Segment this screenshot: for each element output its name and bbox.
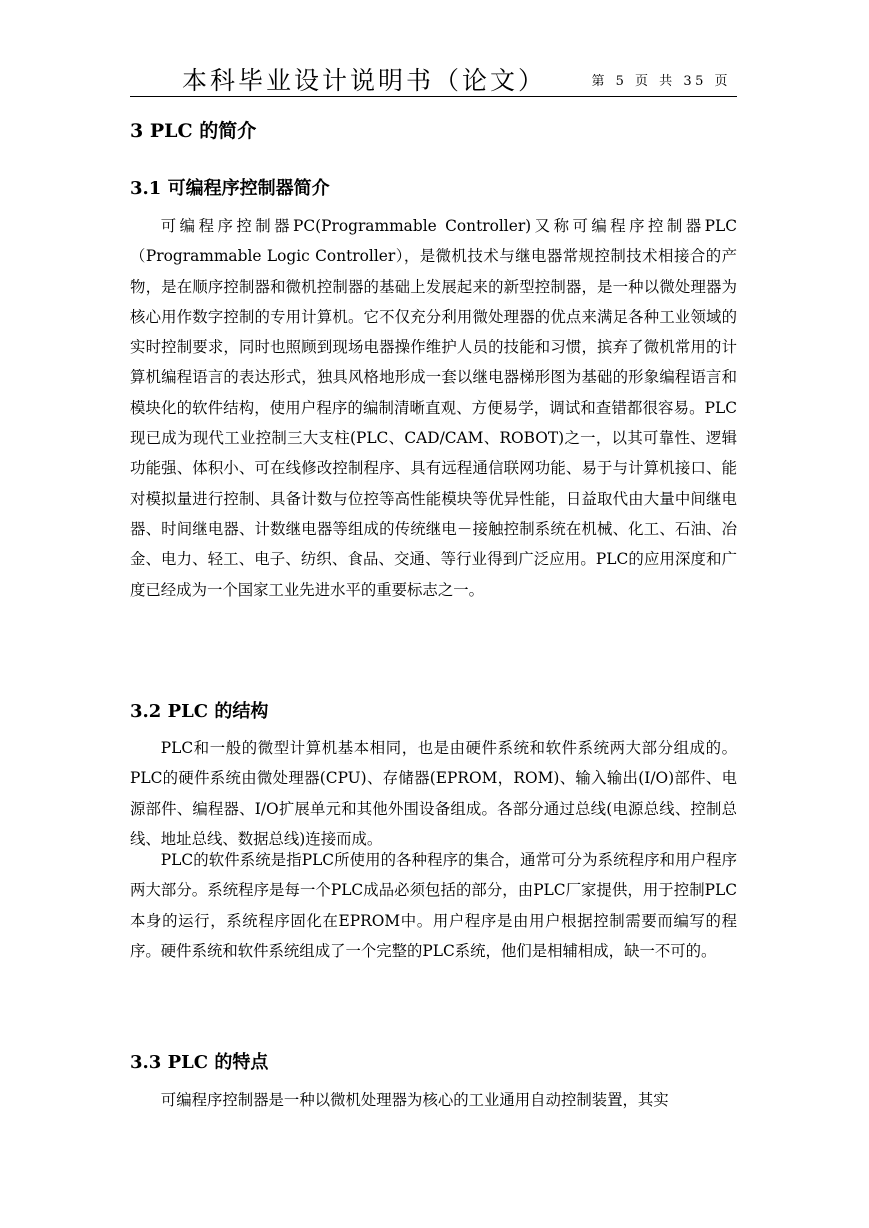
section-3-2-paragraph-2: PLC的软件系统是指PLC所使用的各种程序的集合，通常可分为系统程序和用户程序两大部分。系统程序是每一个PLC成品必须包括的部分，由PLC厂家提供，用于控制PLC本身的运行，系统程序固化在EPROM中。用户程序是由用户根据控制需要而编写的程序。硬件系统和软件系统组成了一个完整的PLC系统，他们是相辅相成，缺一不可的。 (130, 851, 737, 960)
section-3-heading: 3 PLC 的简介 (130, 120, 257, 142)
section-3-1-paragraph: 可编程序控制器PC(Programmable Controller)又称可编程序控制器PLC（Programmable Logic Controller），是微机技术与继电器常规控制技术相接合的产物，是在顺序控制器和微机控制器的基础上发展起来的新型控制器，是一种以微处理器为核心用作数字控制的专用计算机。它不仅充分利用微处理器的优点来满足各种工业领域的实时控制要求，同时也照顾到现场电器操作维护人员的技能和习惯，摈弃了微机常用的计算机编程语言的表达形式，独具风格地形成一套以继电器梯形图为基础的形象编程语言和模块化的软件结构，使用户程序的编制清晰直观、方便易学，调试和查错都很容易。PLC现已成为现代工业控制三大支柱(PLC、CAD/CAM、ROBOT)之一，以其可靠性、逻辑功能强、体积小、可在线修改控制程序、具有远程通信联网功能、易于与计算机接口、能对模拟量进行控制、具备计数与位控等高性能模块等优异性能，日益取代由大量中间继电器、时间继电器、计数继电器等组成的传统继电－接触控制系统在机械、化工、石油、冶金、电力、轻工、电子、纺织、食品、交通、等行业得到广泛应用。PLC的应用深度和广度已经成为一个国家工业先进水平的重要标志之一。 (130, 217, 737, 599)
section-3-3-paragraph: 可编程序控制器是一种以微机处理器为核心的工业通用自动控制装置，其实 (160, 1091, 669, 1109)
document-title: 本科毕业设计说明书（论文） (182, 66, 547, 95)
page-number: 第 5 页 共 35 页 (591, 74, 731, 89)
page-header (130, 58, 737, 97)
section-3-2-paragraph-1: PLC和一般的微型计算机基本相同，也是由硬件系统和软件系统两大部分组成的。PLC的硬件系统由微处理器(CPU)、存储器(EPROM，ROM)、输入输出(I/O)部件、电源部件、编程器、I/O扩展单元和其他外围设备组成。各部分通过总线(电源总线、控制总线、地址总线、数据总线)连接而成。 (130, 739, 737, 848)
section-3-2-heading: 3.2 PLC 的结构 (130, 701, 269, 722)
section-3-1-heading: 3.1 可编程序控制器简介 (130, 178, 330, 199)
section-3-3-heading: 3.3 PLC 的特点 (130, 1052, 269, 1073)
